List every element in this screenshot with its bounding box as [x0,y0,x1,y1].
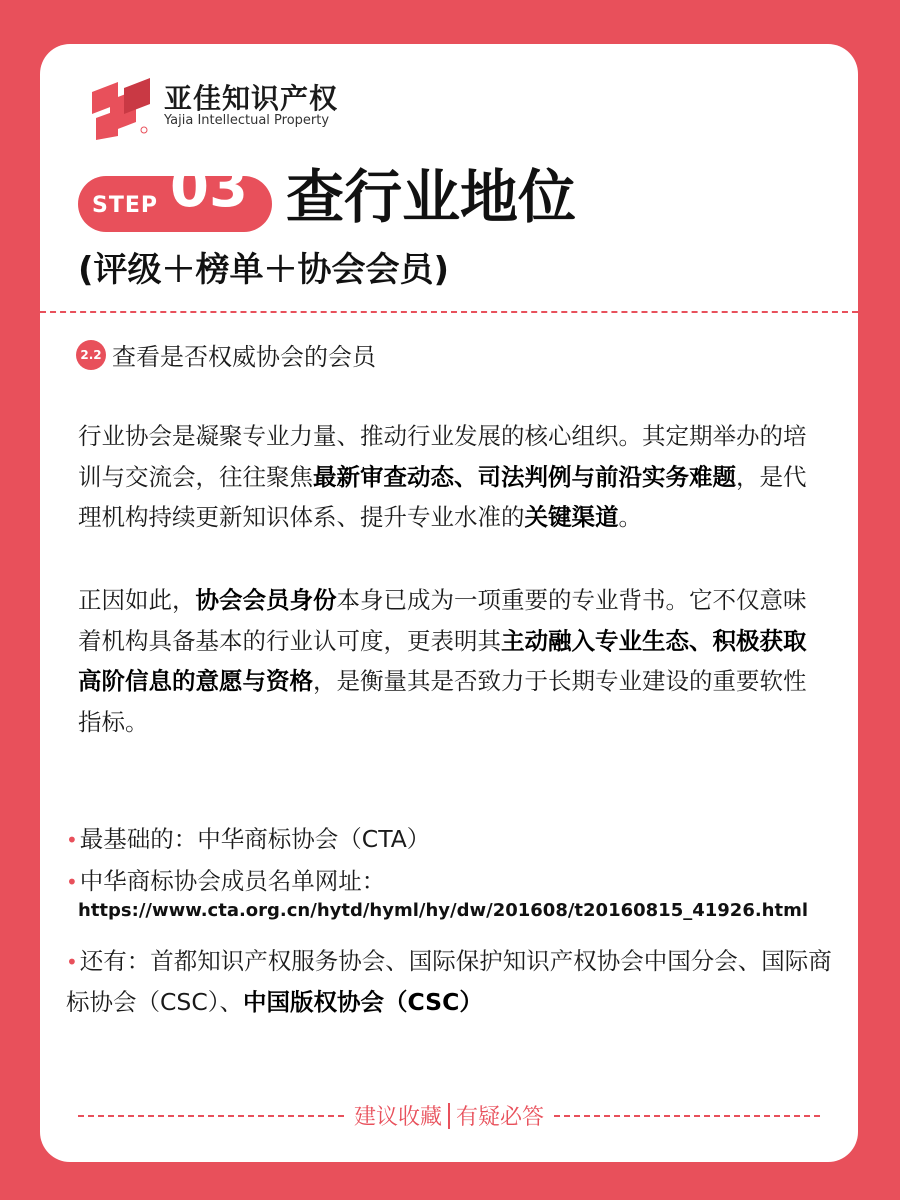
p1-text-2: ，是代理机构持续更新知识体系、提升专业水准的 [78,462,807,531]
footer [78,1100,820,1131]
list-item-3-text: 还有：首都知识产权服务协会、国际保护知识产权协会中国分会、国际商标协会（CSC）、 [66,947,832,1016]
section-badge: 2.2 [76,340,106,370]
brand-name-cn: 亚佳知识产权 [164,82,339,115]
content-card [40,44,858,1162]
list-item-3-bold: 中国版权协会（CSC） [242,988,483,1016]
bullet-dot-icon: • [66,950,78,974]
footer-dash-right [554,1115,820,1117]
footer-qa-label: 有疑必答 [456,1105,545,1130]
footer-dash-left [78,1115,344,1117]
header-divider [40,311,858,313]
p2-text-1: 正因如此， [78,586,196,614]
p2-bold-1: 协会会员身份 [195,586,337,614]
p2-bold-2: 主动融入专业生态、积极获取高阶信息的意愿与资格 [78,626,807,695]
step-number: 03 [170,155,248,220]
p2-text-3: ，是衡量其是否致力于长期专业建设的重要软性指标。 [78,667,807,736]
footer-separator [448,1103,450,1129]
list-item [66,819,836,860]
p1-bold-1: 最新审查动态、司法判例与前沿实务难题 [313,462,736,491]
bullet-dot-icon: • [66,870,78,894]
bullet-dot-icon: • [66,828,78,852]
p1-text-3: 。 [618,503,642,531]
footer-text [344,1100,554,1131]
association-member-link[interactable]: https://www.cta.org.cn/hytd/hyml/hy/dw/201608/t20160815_41926.html [78,900,809,921]
brand-name-en: Yajia Intellectual Property [164,113,330,128]
list-item-1-text: 最基础的：中华商标协会（CTA） [79,825,431,853]
footer-save-label: 建议收藏 [353,1105,442,1130]
paragraph-industry-association [78,416,826,538]
paragraph-membership [78,580,826,742]
page-title: 查行业地位 [286,163,577,231]
brand-logo-icon [88,74,154,140]
section-title: 查看是否权威协会的会员 [112,343,376,371]
p1-bold-2: 关键渠道 [524,503,619,531]
p2-text-2: 本身已成为一项重要的专业背书。它不仅意味着机构具备基本的行业认可度，更表明其 [78,586,807,655]
list-item [66,941,836,1022]
step-label: STEP [92,193,159,218]
p1-text-1: 行业协会是凝聚专业力量、推动行业发展的核心组织。其定期举办的培训与交流会，往往聚焦 [78,422,807,491]
list-item [66,861,836,902]
list-item-2-text: 中华商标协会成员名单网址： [79,867,386,895]
page-subtitle: (评级＋榜单＋协会会员) [78,250,450,290]
